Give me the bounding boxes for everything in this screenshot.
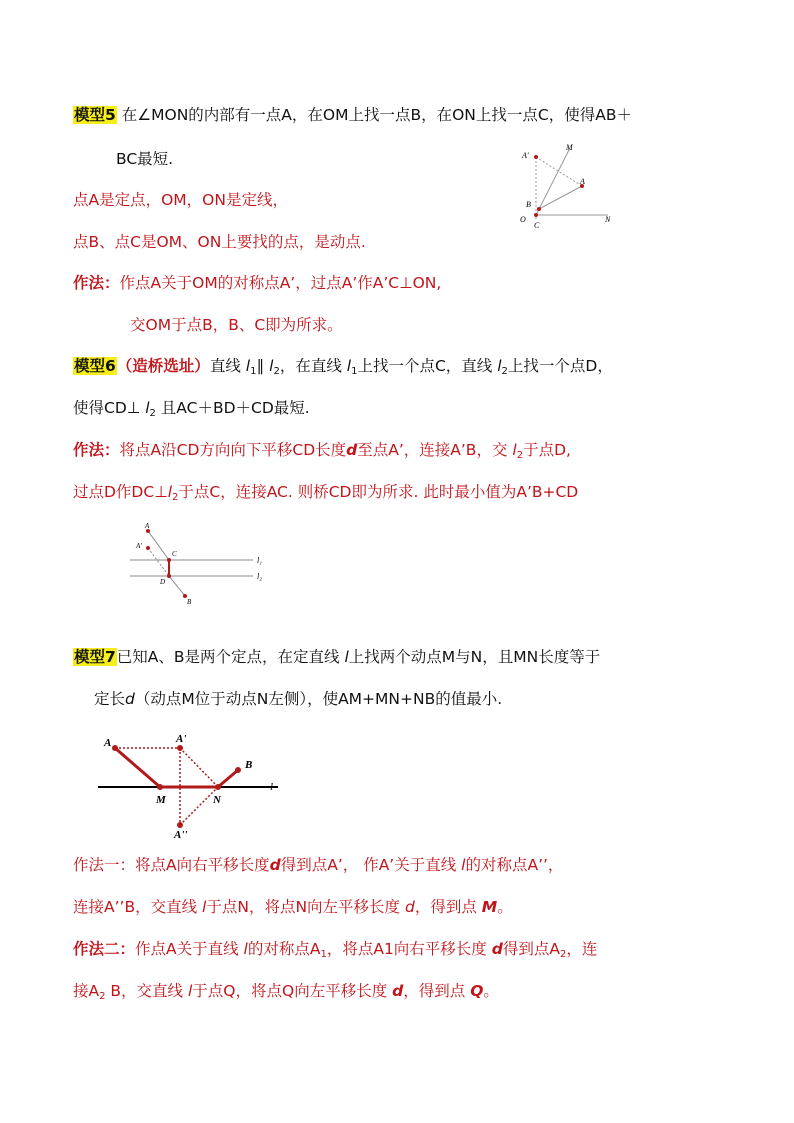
model7-label-a-double-prime: A'' (174, 829, 188, 840)
model5-note2: 点B、点C是OM、ON上要找的点，是动点. (73, 233, 366, 251)
line-l-symbol: l (512, 441, 517, 459)
model7-text: （动点M位于动点N左侧），使AM+MN+NB的值最小. (134, 690, 503, 708)
model7-method-text: ，得到点 (414, 898, 482, 916)
model5-statement: 在∠MON的内部有一点A，在OM上找一点B，在ON上找一点C，使得AB＋ (116, 106, 632, 124)
length-d: d (392, 982, 404, 1000)
model7-method1 (73, 854, 563, 876)
model5-figure (510, 140, 620, 232)
model6-text: ，在直线 (279, 357, 347, 375)
model6-title-line (73, 355, 613, 383)
line-l-symbol: l (187, 982, 193, 1000)
model6-method-label: 作法： (73, 441, 120, 459)
line-l-symbol: l (145, 399, 150, 417)
model5-label-a-prime: A' (522, 151, 529, 160)
model6-line2 (73, 397, 310, 425)
length-d: d (269, 856, 281, 874)
model7-method-text: 。 (483, 982, 499, 1000)
model5-note1: 点A是定点，OM，ON是定线， (73, 191, 288, 209)
model7-method-text: B，交直线 (105, 982, 188, 1000)
length-d: d (346, 441, 358, 459)
model6-label-b: B (187, 598, 192, 606)
parallel-symbol: ∥ (256, 357, 270, 375)
model6-text: 直线 (209, 357, 246, 375)
model7-method-text: 将点A向右平移长度 (135, 856, 270, 874)
model5-method-line2: 交OM于点B，B、C即为所求。 (130, 316, 343, 334)
model6-text: 使得CD⊥ (73, 399, 146, 417)
model6-bracket: （造桥选址） (116, 357, 210, 375)
model5-label-b: B (526, 200, 531, 209)
model5-statement-line2: BC最短. (116, 150, 174, 168)
model7-method2 (73, 938, 597, 966)
model6-figure (125, 518, 285, 608)
line-l-symbol: l (344, 648, 349, 666)
model5-method (73, 272, 441, 294)
model7-method2-line2 (73, 980, 499, 1008)
model7-figure (90, 728, 295, 840)
model7-method-text: 的对称点A’’， (465, 856, 564, 874)
model7-line2 (94, 688, 502, 710)
model7-label-a-prime: A' (176, 733, 187, 745)
model6-method-text: 将点A沿CD方向向下平移CD长度 (119, 441, 347, 459)
subscript-1: 1 (320, 949, 327, 960)
model7-method2-label: 作法二： (73, 940, 136, 958)
model6-method-text: 于点D, (523, 441, 571, 459)
subscript-2: 2 (273, 366, 280, 377)
model7-method-text: 作点A关于直线 (135, 940, 244, 958)
model7-label-a: A (104, 737, 112, 749)
line-l-symbol: l (461, 856, 466, 874)
model6-method (73, 439, 571, 467)
length-d: d (491, 940, 503, 958)
model7-method-text: 得到点A’， 作A’关于直线 (280, 856, 462, 874)
model7-method-text: 接A (73, 982, 100, 1000)
subscript-2: 2 (172, 492, 179, 503)
model7-method-text: 得到点A (502, 940, 560, 958)
model5-badge: 模型5 (74, 106, 116, 124)
model7-text: 定长 (94, 690, 126, 708)
model7-method-text: 。 (497, 898, 513, 916)
model6-method-text: 过点D作DC⊥ (73, 483, 168, 501)
model6-badge: 模型6 (74, 357, 116, 375)
model5-label-c: C (534, 221, 540, 230)
model6-label-d: D (160, 578, 166, 586)
model6-label-l2: l₂ (257, 572, 263, 581)
model5-method-label: 作法： (73, 274, 120, 292)
model7-method1-line2 (73, 896, 513, 918)
model7-label-n: N (213, 794, 221, 806)
model7-label-b: B (245, 759, 253, 771)
model7-badge: 模型7 (74, 648, 116, 666)
subscript-1: 1 (250, 366, 257, 377)
line-l-symbol: l (167, 483, 173, 501)
model7-method-text: ，将点A1向右平移长度 (326, 940, 492, 958)
model6-label-c: C (172, 550, 177, 558)
model5-title-line (73, 104, 632, 126)
model7-label-l: l (270, 781, 274, 793)
model7-method1-label: 作法一： (73, 856, 136, 874)
model7-method-text: 于点Q，将点Q向左平移长度 (192, 982, 393, 1000)
model6-text: 上找一个点D， (507, 357, 613, 375)
model7-method-text: 连接A’’B，交直线 (73, 898, 203, 916)
model6-label-a-prime: A' (136, 542, 142, 550)
subscript-2: 2 (99, 991, 106, 1002)
model6-method-text: 至点A’，连接A’B，交 (357, 441, 513, 459)
line-l-symbol: l (243, 940, 248, 958)
model7-method-text: 的对称点A (247, 940, 321, 958)
model6-label-a: A (145, 522, 150, 530)
model7-text: 上找两个动点M与N，且MN长度等于 (348, 648, 601, 666)
model7-method-text: 于点N，将点N向左平移长度 (206, 898, 405, 916)
model6-method-text: 于点C，连接AC. 则桥CD即为所求. 此时最小值为A’B+CD (178, 483, 579, 501)
model6-method-line2 (73, 481, 578, 509)
model6-text: 且AC＋BD＋CD最短. (155, 399, 310, 417)
model6-text: 上找一个点C，直线 (357, 357, 498, 375)
model7-text: 已知A、B是两个定点，在定直线 (116, 648, 345, 666)
model5-label-n: N (605, 215, 611, 224)
model7-method-text: ，连 (566, 940, 598, 958)
line-l-symbol: l (202, 898, 207, 916)
subscript-1: 1 (351, 366, 358, 377)
subscript-2: 2 (501, 366, 508, 377)
length-d: d (125, 690, 135, 708)
model5-method-text: 作点A关于OM的对称点A’，过点A’作A’C⊥ON, (119, 274, 442, 292)
model7-title-line (73, 646, 600, 668)
point-q: Q (470, 982, 484, 1000)
subscript-2: 2 (559, 949, 567, 960)
subscript-2: 2 (516, 450, 524, 461)
line-l-symbol: l (346, 357, 352, 375)
point-m: M (481, 898, 498, 916)
model6-label-l1: l₁ (257, 556, 263, 565)
model7-label-m: M (156, 794, 166, 806)
model5-label-m: M (566, 143, 573, 152)
subscript-2: 2 (149, 408, 156, 419)
length-d: d (404, 898, 415, 916)
model5-label-o: O (520, 215, 526, 224)
model5-label-a: A (580, 177, 585, 186)
line-l-symbol: l (245, 357, 251, 375)
model7-method-text: ，得到点 (403, 982, 471, 1000)
line-l-symbol: l (269, 357, 274, 375)
line-l-symbol: l (497, 357, 502, 375)
